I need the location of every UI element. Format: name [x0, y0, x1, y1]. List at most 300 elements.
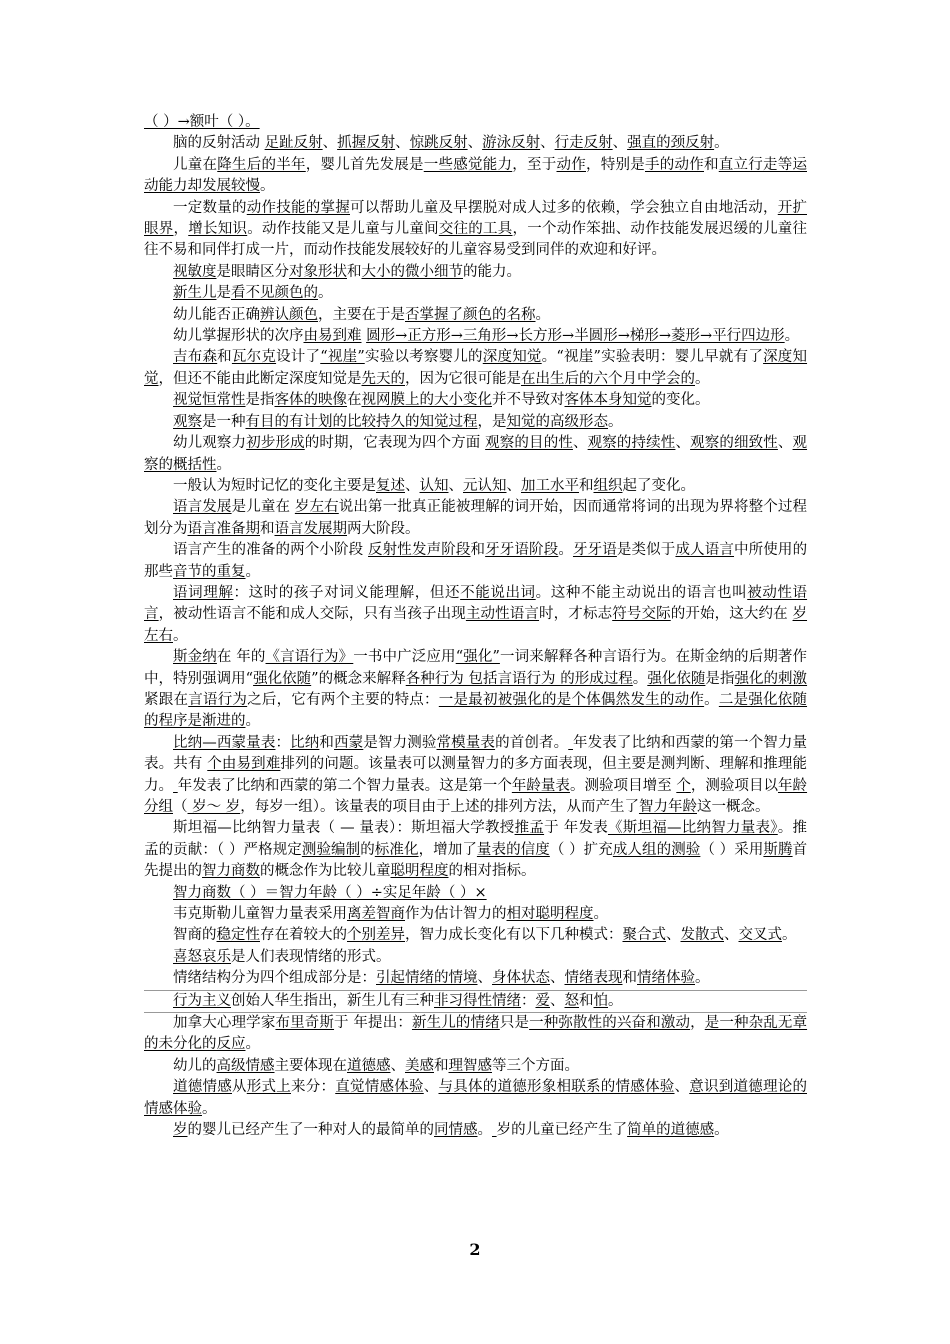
paragraph [144, 112, 807, 133]
underlined-term: 语言准备期 [187, 520, 260, 537]
underlined-term: 降生后的半年 [217, 156, 306, 173]
text-run: 。 [245, 1036, 260, 1053]
text-run: 创始人华生指出，新生儿有三种 [231, 992, 434, 1009]
text-run: 的相对指标。 [448, 863, 536, 880]
paragraph [144, 1012, 807, 1056]
underlined-term: 道德情感 [173, 1079, 232, 1096]
underlined-term: 常模量表 [436, 734, 496, 751]
text-run: 是儿童在 [231, 499, 295, 516]
underlined-term: 爱 [535, 992, 550, 1009]
underlined-term: 个由易到难 [207, 756, 281, 773]
text-run: 是人们表现情绪的形式。 [231, 948, 391, 965]
text-run: ，智力成长变化有以下几种模式： [405, 927, 623, 944]
text-run: 来分： [291, 1079, 336, 1096]
underlined-term: 音节的重复 [173, 563, 246, 580]
underlined-term: 行走反射 [554, 135, 613, 152]
text-run: 。 [245, 713, 260, 730]
underlined-term: 视网膜上的 [361, 392, 434, 409]
underlined-term: 斯腾 [763, 841, 793, 858]
underlined-term: 布里奇斯 [275, 1015, 335, 1032]
underlined-term: 测验编制 [301, 841, 361, 858]
underlined-term: 个 [676, 777, 691, 794]
underlined-term: 观察的持续性 [587, 435, 676, 452]
text-run: 从 [232, 1079, 247, 1096]
underlined-term: 交往的工具 [438, 221, 513, 238]
text-run: ，特别是 [586, 156, 645, 173]
underlined-term: 聚合式 [622, 927, 666, 944]
text-run: ：这时的孩子对词义能理解，但还 [233, 584, 461, 601]
text-run: 、 [572, 435, 588, 452]
text-run: ，因为它很可能是 [405, 370, 521, 387]
underlined-term: 语词理解 [173, 584, 234, 601]
underlined-term: 直立行走等运动能力却发展较慢 [144, 156, 807, 195]
text-run: 和 [579, 992, 594, 1009]
underlined-term: 牙牙语阶段 [485, 542, 559, 559]
underlined-term: 吉布森 [173, 349, 218, 366]
underlined-term: 交叉式 [738, 927, 782, 944]
text-run: 和 [217, 349, 232, 366]
text-run: 。 [782, 927, 797, 944]
underlined-term: 由易到难 [303, 328, 362, 345]
underlined-term: 抓握反射 [337, 135, 396, 152]
text-run: 于 [334, 1015, 354, 1032]
underlined-term: 动作 [556, 156, 586, 173]
text-run: 的概念作为比较儿童 [260, 863, 391, 880]
text-run: 脑的反射活动 [173, 135, 265, 152]
text-run: 。 [784, 328, 800, 345]
text-run: 和 [704, 156, 719, 173]
underlined-term: 行为主义 [173, 992, 231, 1009]
underlined-term: 知觉的高级形态 [506, 413, 608, 430]
text-run: 的 [360, 841, 375, 858]
text-run: 、 [550, 970, 565, 987]
text-run: 、 [390, 1057, 405, 1074]
underlined-term: 组织 [593, 477, 623, 494]
underlined-term: 观察的细致性 [690, 435, 778, 452]
text-run: 在 [347, 392, 362, 409]
underlined-term: 标准化 [374, 841, 419, 858]
underlined-term: 一是最初被强化的是个体偶然发生的动作 [438, 691, 705, 708]
underlined-term: 是一种杂乱无章的未分化的反应 [144, 1015, 808, 1053]
text-run: 。 [695, 370, 710, 387]
underlined-term: 一种弥散性的兴奋和激动 [529, 1015, 691, 1032]
underlined-term: 意识到道德理论的情感体验 [144, 1079, 807, 1117]
text-run: 和 [319, 734, 335, 751]
underlined-term: 同情感 [434, 1122, 478, 1139]
text-run: 。 [632, 670, 648, 687]
paragraph [144, 305, 807, 326]
paragraph [144, 198, 807, 262]
text-run: 。这种不能主动说出的语言也叫 [535, 584, 748, 601]
underlined-term: 聪明程度 [390, 863, 449, 880]
paragraph [144, 583, 807, 647]
text-run: 儿童在 [173, 156, 218, 173]
text-run: 时，才标志 [539, 606, 613, 623]
underlined-term: 动作技能的掌握 [246, 199, 350, 216]
text-run: 。 [245, 563, 260, 580]
text-run: 幼儿能否正确 [173, 306, 260, 323]
text-run: 是一种 [202, 413, 246, 430]
text-run: 一般认为短时记忆的变化主要是 [173, 477, 376, 494]
text-run: 设计了 [276, 349, 321, 366]
underlined-term: 强直的颈反射 [627, 135, 715, 152]
text-run: 。“视崖”实验表明：婴儿早就有了 [541, 349, 764, 366]
underlined-term: 高级情感 [216, 1057, 275, 1074]
text-run: ，是 [477, 413, 507, 430]
paragraph [144, 733, 807, 819]
text-run: 、 [477, 970, 492, 987]
underlined-term: 对象形状 [289, 263, 347, 280]
underlined-term: 道德感 [347, 1057, 391, 1074]
text-run: 的首创者。 [495, 734, 569, 751]
paragraph [144, 155, 807, 198]
underlined-term: 比纳 [290, 734, 320, 751]
underlined-term: 离差智商 [347, 906, 405, 923]
underlined-term: 增长知识 [188, 221, 248, 238]
text-run: 情绪结构分为四个组成部分是： [173, 970, 376, 987]
text-run: 、 [506, 477, 521, 494]
text-run: 加拿大心理学家 [173, 1015, 276, 1032]
underlined-term: 观察的概括性 [144, 435, 808, 473]
text-run: 。 [695, 970, 710, 987]
text-run: 斯坦福—比纳智力量表（ — 量表）：斯坦福大学教授 [173, 820, 515, 837]
underlined-term: 主动性语言 [465, 606, 540, 623]
text-run: 的能力。 [463, 263, 521, 280]
underlined-term: 相对聪明程度 [506, 906, 594, 923]
underlined-term: （ ）→额叶（ ）。 [144, 114, 260, 130]
underlined-term: 初步形成 [246, 435, 305, 452]
text-run: 幼儿的 [173, 1057, 217, 1074]
paragraph [144, 347, 807, 390]
text-run: 一书中广泛应用 [353, 649, 456, 666]
text-run: 的婴儿已经产生了一种对人的最简单的 [187, 1122, 434, 1139]
text-run: 紧跟在 [144, 691, 189, 708]
underlined-term: 新生儿 [173, 285, 217, 302]
paragraph [144, 283, 807, 304]
underlined-term: 新生儿的情绪 [411, 1015, 500, 1032]
text-run: 于 年发表 [544, 820, 608, 837]
underlined-term: 强化的刺激 [734, 670, 808, 687]
text-run: ，每岁一组）。该量表的项目由于上述的排列方法，从而产生了 [240, 799, 639, 815]
text-run: 。 [608, 992, 623, 1009]
underlined-term: 稳定性 [216, 927, 260, 944]
text-run: 排列的问题。该量表可以测量智力的多方面表现，但主要是测判断、理解和推理能力。 [144, 756, 808, 794]
text-run: 韦克斯勒儿童智力量表采用 [173, 906, 347, 923]
paragraph [144, 904, 807, 925]
text-run: 。 [216, 456, 231, 473]
text-run: ， [690, 1015, 705, 1032]
text-run: （ ）采用 [700, 841, 764, 858]
text-run: 主要体现在 [274, 1057, 347, 1074]
underlined-term: 形式上 [246, 1079, 291, 1096]
paragraph [144, 326, 807, 347]
underlined-term: 个别差异 [347, 927, 405, 944]
text-run: 和 [470, 542, 486, 559]
text-run: 。 [535, 306, 550, 323]
text-run: ，至于 [512, 156, 557, 173]
underlined-term: 成人语言 [675, 542, 735, 559]
underlined-term: 辨认颜色 [260, 306, 318, 323]
text-run: 在 [216, 649, 237, 666]
underlined-term: 在出生后的六个月中学会的 [521, 370, 695, 387]
text-run: ： [521, 992, 536, 1009]
paragraph [144, 818, 807, 882]
underlined-term: 岁 [173, 1122, 188, 1139]
text-run: 。动作技能又是儿童与儿童间 [247, 221, 439, 238]
paragraph [144, 947, 807, 968]
underlined-term: 复述 [376, 477, 405, 494]
text-run: 一词来解释各种言语行为。在斯金纳的后期著作中，特别强调用“ [144, 649, 808, 687]
underlined-term: 开扩眼界 [144, 199, 807, 238]
underlined-term: 各种行为 包括言语行为 的形成过程 [405, 670, 633, 687]
underlined-term: 被动性语言 [144, 584, 808, 623]
text-run: 、 [777, 435, 793, 452]
text-run: ，被动性语言不能和成人交际，只有当孩子出现 [158, 606, 466, 623]
paragraph [144, 476, 807, 497]
text-run: ，一个动作笨拙、动作技能发展迟缓的儿童往往不易和同伴打成一片，而动作技能发展较好的儿童容易受到同伴的欢迎和好评。 [144, 221, 808, 259]
underlined-term: 视敏度 [173, 263, 217, 280]
underlined-term: 圆形→正方形→三角形→长方形→半圆形→梯形→菱形→平行四边形 [366, 328, 785, 345]
underlined-term: 二是强化依随的程序是渐进的 [144, 691, 808, 730]
text-run: 首先提出的 [144, 841, 808, 880]
underlined-term: 强化依随 [647, 670, 706, 687]
paragraph [144, 1056, 807, 1077]
text-run: ： [275, 734, 291, 751]
underlined-term: 言语行为 [188, 691, 248, 708]
paragraph [144, 390, 807, 411]
text-run: 的开始，这大约在 [670, 606, 793, 623]
paragraph [144, 497, 807, 540]
text-run: 年提出： [353, 1015, 412, 1032]
underlined-term: 美感 [405, 1057, 434, 1074]
text-run: ”的概念来解释 [311, 670, 406, 687]
underlined-term: 看不见颜色的 [231, 285, 318, 302]
paragraph [144, 647, 807, 733]
text-run: 、 [405, 477, 420, 494]
text-run: 、 [540, 135, 555, 152]
underlined-term: 符号交际 [612, 606, 671, 623]
text-run: 。测验项目增至 [569, 777, 677, 794]
underlined-term: 发散式 [680, 927, 724, 944]
underlined-term: 成人组的测验 [612, 841, 701, 858]
text-run: 。 [202, 1100, 217, 1117]
text-run: 、 [674, 1079, 690, 1096]
underlined-term: 智力商数 [202, 863, 260, 880]
underlined-term: 年龄分组 [144, 777, 808, 815]
underlined-term: 简单的道德感 [627, 1122, 715, 1139]
text-run: 。 [608, 413, 623, 430]
text-run: 等三个方面。 [492, 1057, 579, 1074]
paragraph [144, 433, 807, 476]
text-run: 、 [550, 992, 565, 1009]
text-run: 实验以考察婴儿的 [364, 349, 483, 366]
underlined-term: 一些感觉能力 [423, 156, 513, 173]
underlined-term: 岁左右 [144, 606, 808, 644]
underlined-term: 推孟 [514, 820, 545, 837]
underlined-term: 怒 [564, 992, 579, 1009]
underlined-term: 客体的映像 [274, 392, 347, 409]
underlined-term: 《斯坦福—比纳智力量表》 [607, 820, 778, 837]
paragraph [144, 133, 807, 154]
text-run: 是指 [245, 392, 275, 409]
text-run: 年发表了比纳和西蒙的第一个智力量表。共有 [144, 734, 808, 773]
text-run: 、 [448, 477, 463, 494]
underlined-term: 怕 [593, 992, 608, 1009]
text-run: 和 [260, 520, 275, 537]
page-body-text [144, 112, 807, 1142]
text-run: 说出第一批真正能被理解的词开始，因而通常将词的出现为界将整个过程划分为 [144, 499, 808, 537]
underlined-term: 手的动作 [645, 156, 704, 173]
text-run: 和 [579, 477, 594, 494]
text-run: 。 [714, 135, 729, 152]
text-run: 。 [173, 627, 188, 644]
text-run: 语言产生的准备的两个小阶段 [173, 542, 369, 559]
underlined-term: 强化依随 [253, 670, 312, 687]
underlined-term: 情绪体验 [637, 970, 695, 987]
paragraph [144, 968, 807, 989]
underlined-term: 智力年龄 [638, 799, 697, 815]
text-run: ，测验项目以 [690, 777, 779, 794]
text-run: 并不导致对 [492, 392, 565, 409]
text-run: 和 [347, 263, 362, 280]
underlined-term: 斯金纳 [173, 649, 217, 666]
underlined-term: 加工水平 [521, 477, 579, 494]
text-run: 。 [318, 285, 333, 302]
underlined-term: 足趾反射 [264, 135, 323, 152]
text-run: ，但还不能由此断定深度知觉是 [158, 370, 362, 387]
text-run: 只是 [499, 1015, 530, 1032]
underlined-term: 语言发展期 [274, 520, 347, 537]
text-run: 幼儿观察力 [173, 435, 247, 452]
underlined-term: 观察的目的性 [485, 435, 573, 452]
underlined-term: 元认知 [463, 477, 507, 494]
underlined-term: 岁左右 [294, 499, 339, 516]
underlined-term: 喜怒哀乐 [173, 948, 231, 965]
paragraph [144, 412, 807, 433]
underlined-term: 视觉恒常性 [173, 392, 246, 409]
text-run: 。 [477, 1122, 492, 1139]
underlined-term: 西蒙 [334, 734, 364, 751]
text-run: 作为估计智力的 [405, 906, 507, 923]
underlined-term: 观察 [173, 413, 202, 430]
underlined-term: 否掌握了颜色的名称 [405, 306, 536, 323]
text-run: 是眼睛区分 [216, 263, 289, 280]
paragraph [144, 925, 807, 946]
text-run: 。 [714, 1122, 729, 1139]
text-run: 是智力测验 [363, 734, 437, 751]
underlined-term: 深度知觉 [482, 349, 542, 366]
underlined-term: 岁～ 岁 [187, 799, 241, 815]
text-run: 幼儿掌握形状的次序 [173, 328, 304, 345]
text-run: 、 [666, 927, 681, 944]
underlined-term: 理智感 [448, 1057, 492, 1074]
text-run: 。 [558, 542, 573, 559]
text-run: 一定数量的 [173, 199, 247, 216]
underlined-term: 不能说出词 [460, 584, 536, 601]
text-run: 、 [395, 135, 410, 152]
text-run: 年发表了比纳和西蒙的第二个智力量表。这是第一个 [177, 777, 512, 794]
text-run: 年的 [236, 649, 266, 666]
underlined-term: 牙牙语 [572, 542, 617, 559]
text-run: 智商的 [173, 927, 217, 944]
underlined-term: 直觉情感体验 [335, 1079, 424, 1096]
underlined-term: 惊跳反射 [409, 135, 468, 152]
underlined-term: 年龄量表 [511, 777, 570, 794]
paragraph [144, 883, 807, 904]
paragraph [144, 1120, 807, 1141]
underlined-term: “视崖” [320, 349, 365, 366]
text-run: 、 [612, 135, 628, 152]
underlined-term: 反射性发声阶段 [368, 542, 471, 559]
text-run: 岁的儿童已经产生了 [496, 1122, 628, 1139]
text-run: ，主要在于是 [318, 306, 405, 323]
text-run: 起了变化。 [622, 477, 695, 494]
underlined-term: 语言发展 [173, 499, 232, 516]
text-run: ，增加了 [418, 841, 477, 858]
underlined-term: 深度知觉 [144, 349, 808, 387]
text-run: 之后，它有两个主要的特点： [247, 691, 439, 708]
page-number: 2 [469, 1240, 481, 1259]
text-run: 这一概念。 [696, 799, 770, 815]
text-run: 两大阶段。 [347, 520, 420, 537]
underlined-term: 智力商数（ ）＝智力年龄（ ）÷实足年龄（ ）× [173, 884, 487, 901]
underlined-term: 与具体的道德形象相联系的情感体验 [438, 1079, 675, 1096]
underlined-term: 非习得性情绪 [434, 992, 521, 1009]
text-run: 和 [622, 970, 637, 987]
underlined-term: 引起情绪的情境 [376, 970, 478, 987]
paragraph [144, 1077, 807, 1120]
text-run: 可以帮助儿童及早摆脱对成人过多的依赖，学会独立自由地活动， [350, 199, 778, 216]
text-run: 。 [260, 178, 275, 195]
text-run: ，婴儿首先发展是 [305, 156, 424, 173]
text-run: 的变化。 [651, 392, 710, 409]
text-run: 的时期，它表现为四个方面 [304, 435, 486, 452]
underlined-term: 游泳反射 [482, 135, 541, 152]
underlined-term: 身体状态 [492, 970, 550, 987]
text-run: 、 [322, 135, 338, 152]
text-run: （ ）扩充 [549, 841, 613, 858]
underlined-term: “强化” [455, 649, 500, 666]
text-run: 、 [724, 927, 739, 944]
paragraph [144, 262, 807, 283]
underlined-term: 量表的信度 [476, 841, 550, 858]
text-run: 是 [216, 285, 231, 302]
underlined-term: 大小变化 [434, 392, 492, 409]
underlined-term: 客体本身知觉 [564, 392, 652, 409]
underlined-term: 先天的 [361, 370, 405, 387]
paragraph [144, 540, 807, 583]
text-run: 是类似于 [616, 542, 676, 559]
text-run: 是指 [705, 670, 735, 687]
text-run: 。 [704, 691, 719, 708]
text-run: 、 [423, 1079, 439, 1096]
underlined-term: 比纳—西蒙量表 [173, 734, 276, 751]
underlined-term: 《言语行为》 [265, 649, 354, 666]
text-run: 、 [675, 435, 691, 452]
text-run: （ [173, 799, 188, 815]
underlined-term: 认知 [419, 477, 449, 494]
text-run: 。 [593, 906, 608, 923]
text-run: 和 [434, 1057, 449, 1074]
underlined-term: 情绪表现 [564, 970, 623, 987]
underlined-term: 瓦尔克 [231, 349, 277, 366]
paragraph [144, 990, 807, 1012]
underlined-term: 有目的有计划的比较持久的知觉过程 [245, 413, 478, 430]
text-run: 、 [467, 135, 483, 152]
text-run: 。推孟的贡献：（ ）严格规定 [144, 820, 808, 858]
underlined-term: 大小的微小细节 [361, 263, 463, 280]
text-run: 中所使用的那些 [144, 542, 808, 580]
